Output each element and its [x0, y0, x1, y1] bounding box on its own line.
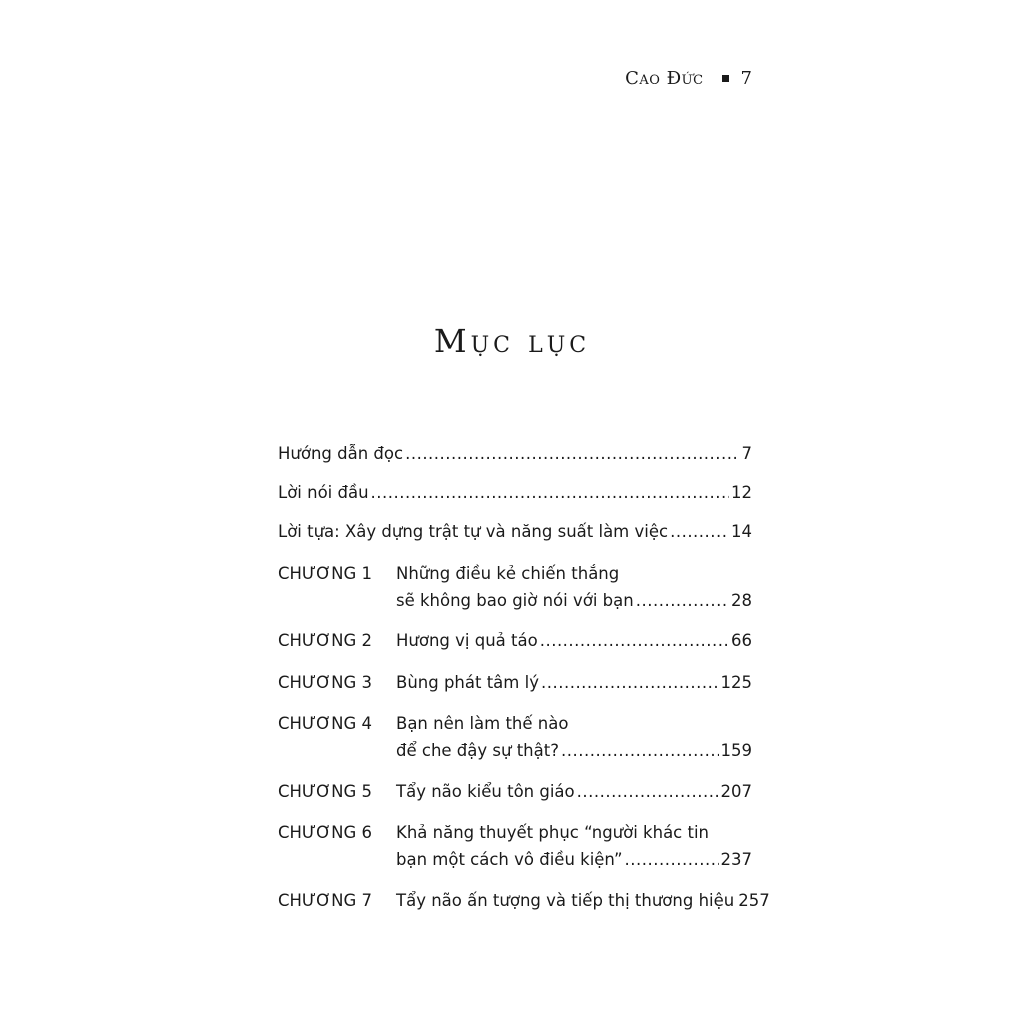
chapter-label: CHƯƠNG 1 — [278, 564, 373, 583]
toc-entry-page: 12 — [731, 483, 752, 502]
chapter-title-line: Bạn nên làm thế nào — [396, 714, 569, 733]
dot-leader — [577, 778, 719, 805]
toc-chapter-7 — [278, 887, 770, 914]
toc-entry-page: 7 — [741, 444, 752, 463]
square-bullet-icon — [722, 75, 729, 82]
toc-entry-text: Hướng dẫn đọc — [278, 444, 404, 463]
toc-chapter-6 — [278, 819, 752, 873]
toc-entry-page: 237 — [720, 850, 752, 869]
chapter-title-line: Khả năng thuyết phục “người khác tin — [396, 823, 710, 842]
chapter-label: CHƯƠNG 5 — [278, 782, 373, 801]
toc-entry-page: 257 — [738, 891, 770, 910]
dot-leader — [371, 479, 729, 506]
toc-chapter-2 — [278, 627, 752, 654]
toc-entry-preface — [278, 518, 752, 545]
dot-leader — [405, 440, 739, 467]
running-header — [625, 68, 752, 89]
chapter-title-line: Hương vị quả táo — [396, 631, 538, 650]
page-title: Mục lục — [433, 322, 591, 360]
toc-entry-page: 14 — [731, 522, 752, 541]
chapter-label: CHƯƠNG 6 — [278, 823, 373, 842]
dot-leader — [541, 669, 719, 696]
toc-chapter-4 — [278, 710, 752, 764]
chapter-title-line: Bùng phát tâm lý — [396, 673, 539, 692]
chapter-label: CHƯƠNG 4 — [278, 714, 373, 733]
toc-entry-reading-guide — [278, 440, 752, 467]
dot-leader — [636, 587, 729, 614]
toc-entry-page: 66 — [731, 631, 752, 650]
chapter-title-line: để che đậy sự thật? — [396, 741, 559, 760]
toc-entry-text: Lời tựa: Xây dựng trật tự và năng suất làm việc — [278, 522, 669, 541]
chapter-title-line: bạn một cách vô điều kiện” — [396, 850, 623, 869]
toc-entry-page: 159 — [720, 741, 752, 760]
chapter-title-line: Tẩy não kiểu tôn giáo — [396, 782, 575, 801]
dot-leader — [625, 846, 719, 873]
toc-entry-page: 207 — [720, 782, 752, 801]
chapter-title-line: Những điều kẻ chiến thắng — [396, 564, 620, 583]
toc-chapter-3 — [278, 669, 752, 696]
author-name: Cao Đức — [625, 68, 704, 89]
chapter-title-line: Tẩy não ấn tượng và tiếp thị thương hiệu — [396, 891, 735, 910]
toc-chapter-1 — [278, 560, 752, 614]
toc-entry-text: Lời nói đầu — [278, 483, 369, 502]
chapter-title-line: sẽ không bao giờ nói với bạn — [396, 591, 634, 610]
toc-entry-page: 125 — [720, 673, 752, 692]
dot-leader — [561, 737, 719, 764]
chapter-label: CHƯƠNG 2 — [278, 631, 373, 650]
chapter-label: CHƯƠNG 7 — [278, 891, 373, 910]
chapter-label: CHƯƠNG 3 — [278, 673, 373, 692]
dot-leader — [540, 627, 729, 654]
toc-entry-foreword — [278, 479, 752, 506]
toc-entry-page: 28 — [731, 591, 752, 610]
dot-leader — [670, 518, 729, 545]
toc-chapter-5 — [278, 778, 752, 805]
page-number: 7 — [740, 68, 752, 89]
